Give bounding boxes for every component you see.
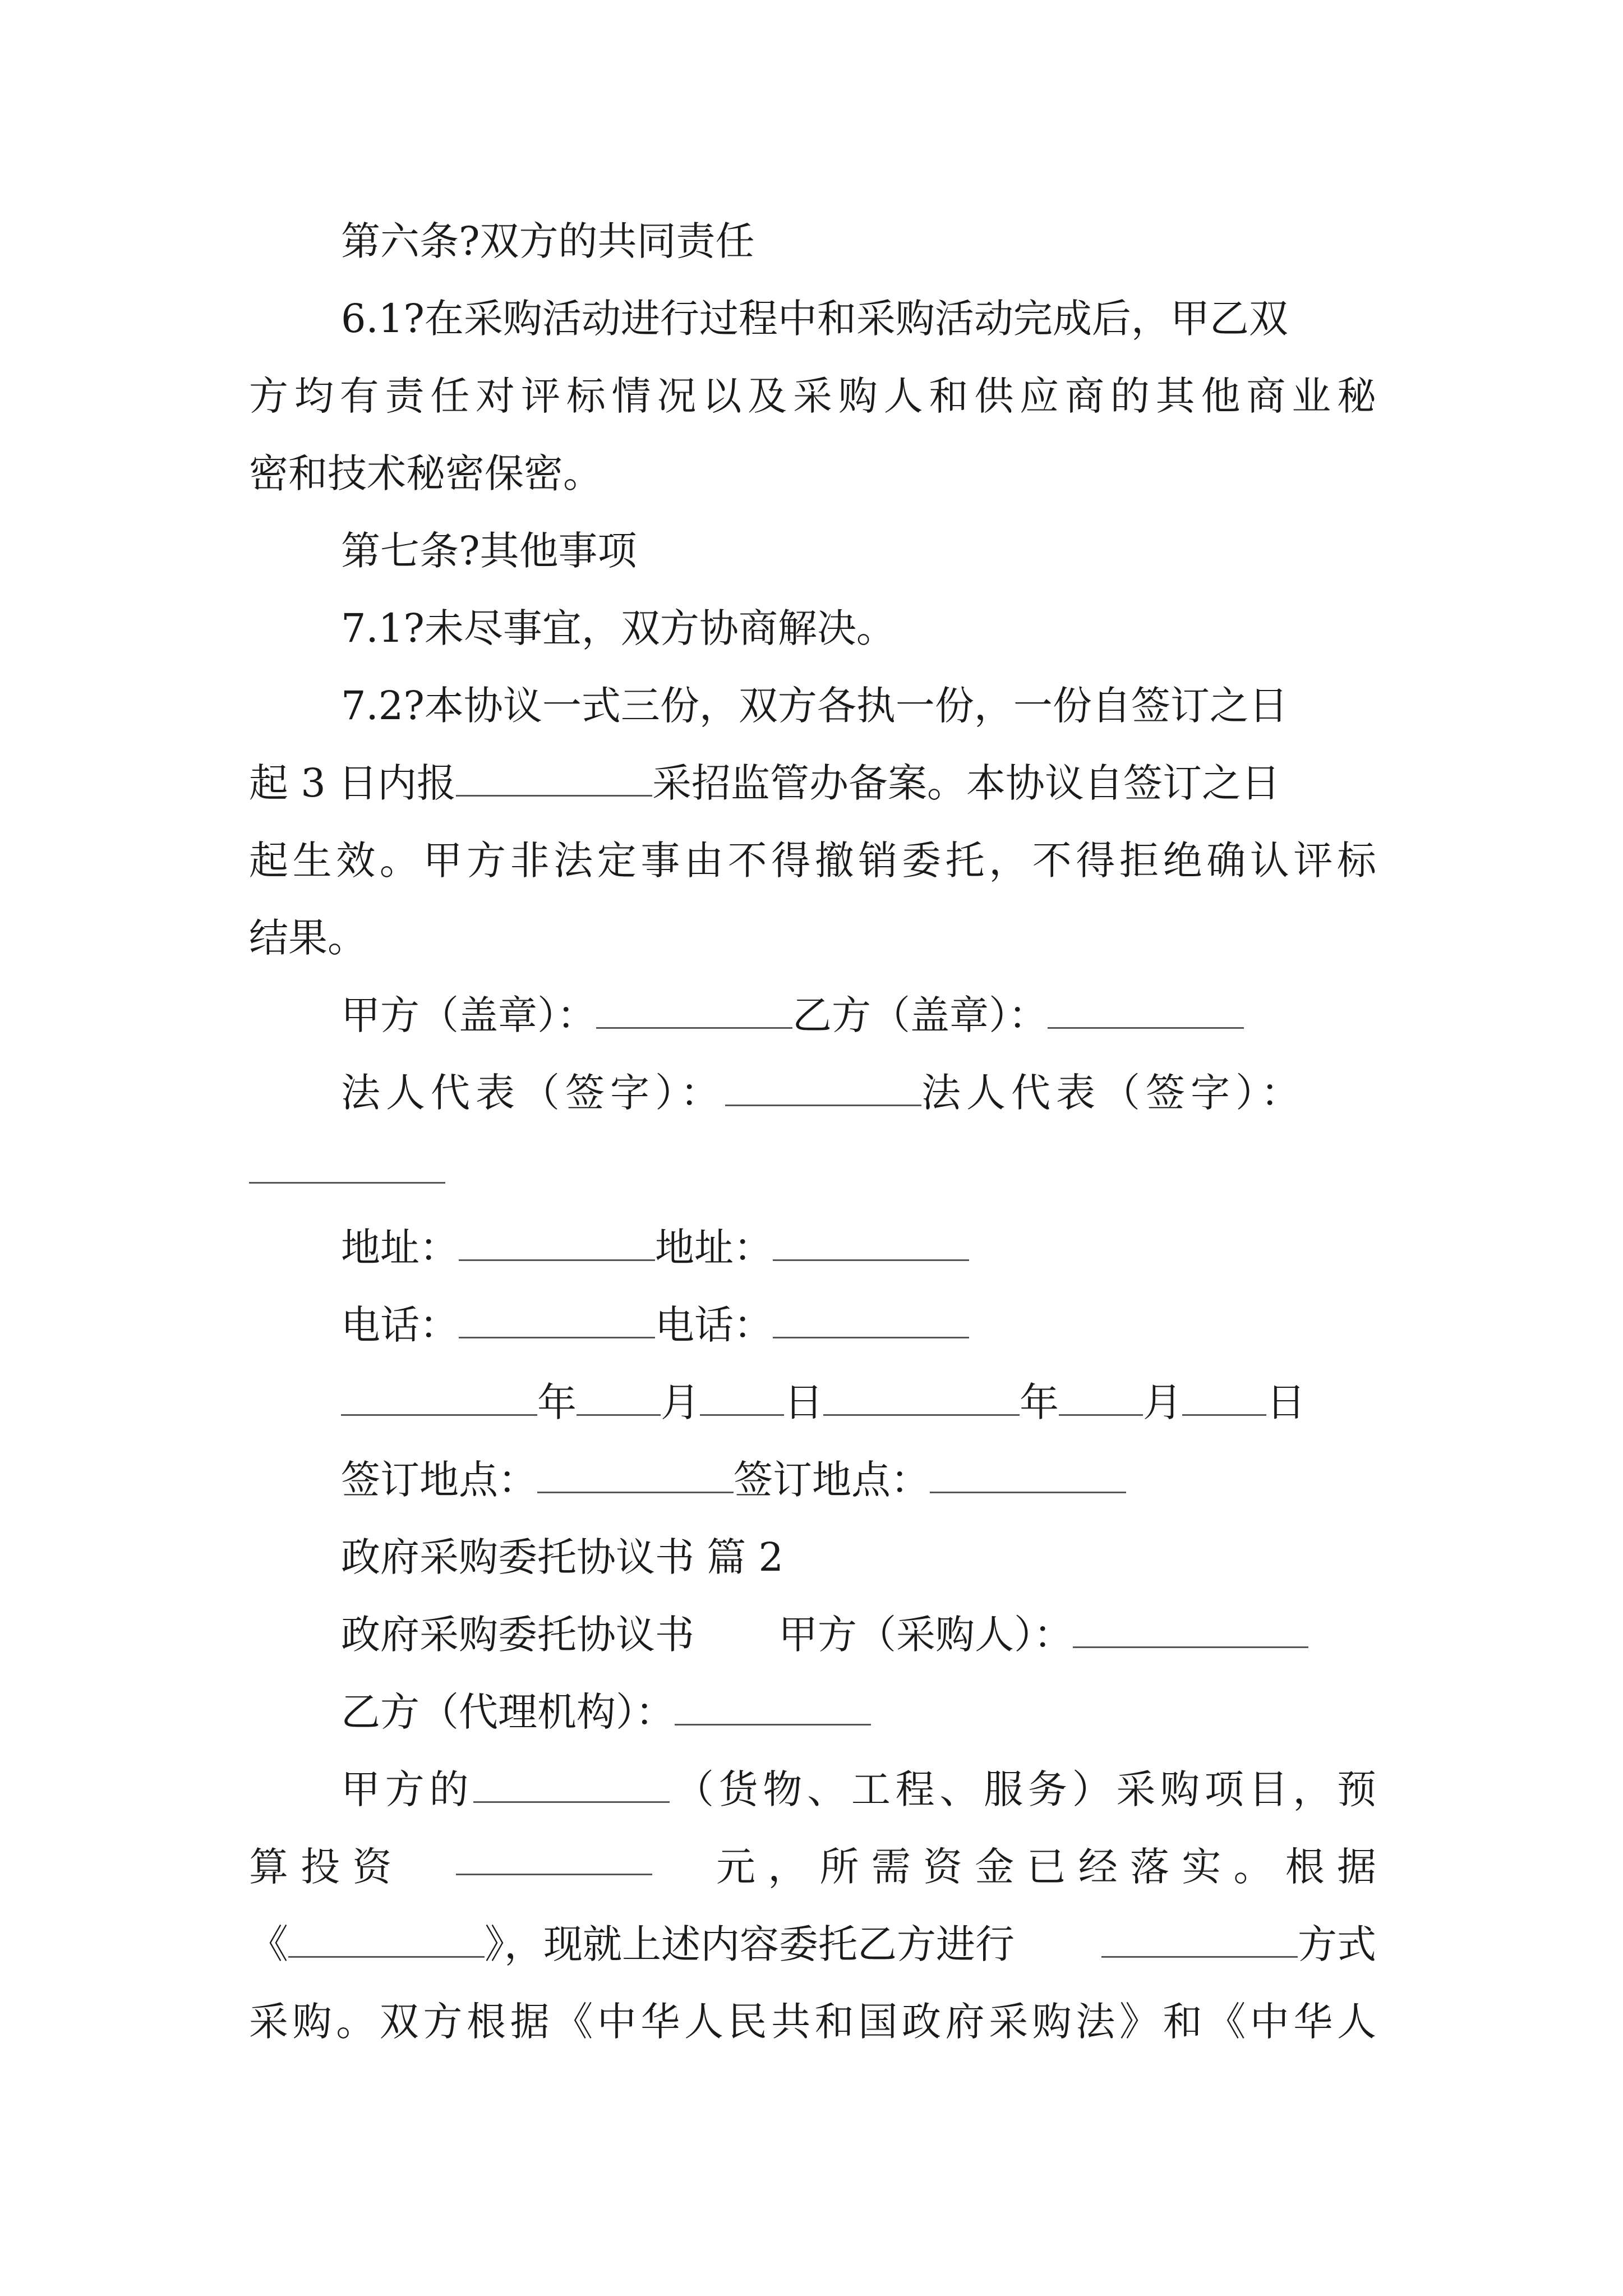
day-b-blank — [1182, 1379, 1266, 1416]
text-segment: 《 — [249, 1921, 288, 1967]
year-label: 年 — [1020, 1379, 1059, 1425]
address-a-blank — [459, 1225, 655, 1261]
legal-rep-a-label: 法人代表（签字）： — [341, 1070, 725, 1116]
blank-field — [456, 760, 652, 797]
article-7-2-line-1: 7.2?本协议一式三份，双方各执一份，一份自签订之日 — [341, 683, 1288, 729]
article-7-2-line-2 — [249, 755, 1376, 811]
party-b-seal-blank — [1048, 992, 1244, 1029]
phone-b-label: 电话： — [655, 1302, 773, 1348]
seal-line — [341, 987, 1376, 1043]
address-b-blank — [773, 1225, 969, 1261]
part-2-paragraph-line-2 — [249, 1839, 1376, 1895]
legal-rep-b-blank — [249, 1147, 445, 1184]
address-line — [341, 1220, 1376, 1276]
part-2-heading: 政府采购委托协议书 篇 2 — [341, 1534, 784, 1580]
sign-place-a-blank — [537, 1457, 734, 1493]
legal-rep-a-blank — [725, 1070, 921, 1106]
text-segment: 甲方的 — [341, 1766, 474, 1812]
part-2-paragraph-line-3 — [249, 1916, 1376, 1972]
legal-rep-b-line — [249, 1142, 1376, 1198]
phone-line — [341, 1297, 1376, 1353]
article-7-2-line-3: 起生效。甲方非法定事由不得撤销委托，不得拒绝确认评标 — [249, 838, 1376, 884]
legal-rep-line — [341, 1065, 1376, 1121]
phone-a-label: 电话： — [341, 1302, 459, 1348]
day-label: 日 — [784, 1379, 823, 1425]
article-6-1-line-3: 密和技术秘密保密。 — [249, 450, 602, 496]
law-name-blank — [288, 1921, 485, 1958]
party-a-blank — [1073, 1612, 1308, 1648]
text-segment: 算 投 资 — [249, 1844, 392, 1890]
day-label: 日 — [1266, 1379, 1306, 1425]
date-line — [341, 1374, 1376, 1430]
part-2-title: 政府采购委托协议书 — [341, 1612, 694, 1658]
article-7-2-line-4: 结果。 — [249, 915, 367, 961]
month-a-blank — [577, 1379, 661, 1416]
budget-blank — [456, 1839, 652, 1875]
party-a-seal-label: 甲方（盖章）： — [341, 992, 596, 1038]
party-a-label: 甲方（采购人）： — [778, 1612, 1073, 1658]
text-segment: 方式 — [1298, 1921, 1376, 1967]
sign-place-b-blank — [930, 1457, 1126, 1493]
text-segment: 起 3 日内报 — [249, 760, 457, 806]
party-b-label: 乙方（代理机构）： — [341, 1689, 675, 1735]
address-b-label: 地址： — [655, 1225, 773, 1271]
text-segment: 元 ， 所 需 资 金 已 经 落 实 。 根 据 — [716, 1844, 1376, 1890]
month-label: 月 — [661, 1379, 700, 1425]
sign-place-b-label: 签订地点： — [734, 1457, 930, 1503]
project-blank — [473, 1766, 670, 1803]
text-segment: （货物、工程、服务）采购项目，预 — [670, 1766, 1377, 1812]
phone-a-blank — [459, 1302, 655, 1338]
party-b-seal-label: 乙方（盖章）： — [792, 992, 1048, 1038]
article-7-1: 7.1?未尽事宜，双方协商解决。 — [341, 605, 896, 651]
part-2-paragraph-line-4: 采购。双方根据《中华人民共和国政府采购法》和《中华人 — [249, 1999, 1376, 2045]
day-a-blank — [700, 1379, 784, 1416]
year-a-blank — [341, 1379, 537, 1416]
article-7-title: 第七条?其他事项 — [341, 528, 637, 574]
article-6-1-line-2: 方均有责任对评标情况以及采购人和供应商的其他商业秘 — [249, 373, 1376, 419]
legal-rep-b-label: 法人代表（签字）： — [921, 1070, 1306, 1116]
year-label: 年 — [537, 1379, 577, 1425]
article-6-1-line-1: 6.1?在采购活动进行过程中和采购活动完成后，甲乙双 — [341, 296, 1288, 342]
address-a-label: 地址： — [341, 1225, 459, 1271]
month-label: 月 — [1143, 1379, 1182, 1425]
text-segment: 采招监管办备案。本协议自签订之日 — [652, 760, 1281, 806]
part-2-paragraph-line-1 — [341, 1761, 1376, 1818]
part-2-title-line — [341, 1607, 1376, 1663]
sign-place-a-label: 签订地点： — [341, 1457, 537, 1503]
text-segment: 》，现就上述内容委托乙方进行 — [485, 1921, 1015, 1967]
party-b-line — [341, 1684, 1376, 1740]
method-blank — [1101, 1921, 1298, 1958]
phone-b-blank — [773, 1302, 969, 1338]
year-b-blank — [823, 1379, 1020, 1416]
month-b-blank — [1059, 1379, 1143, 1416]
party-a-seal-blank — [596, 992, 792, 1029]
party-b-blank — [675, 1689, 871, 1726]
sign-place-line — [341, 1452, 1376, 1508]
article-6-title: 第六条?双方的共同责任 — [341, 218, 755, 264]
